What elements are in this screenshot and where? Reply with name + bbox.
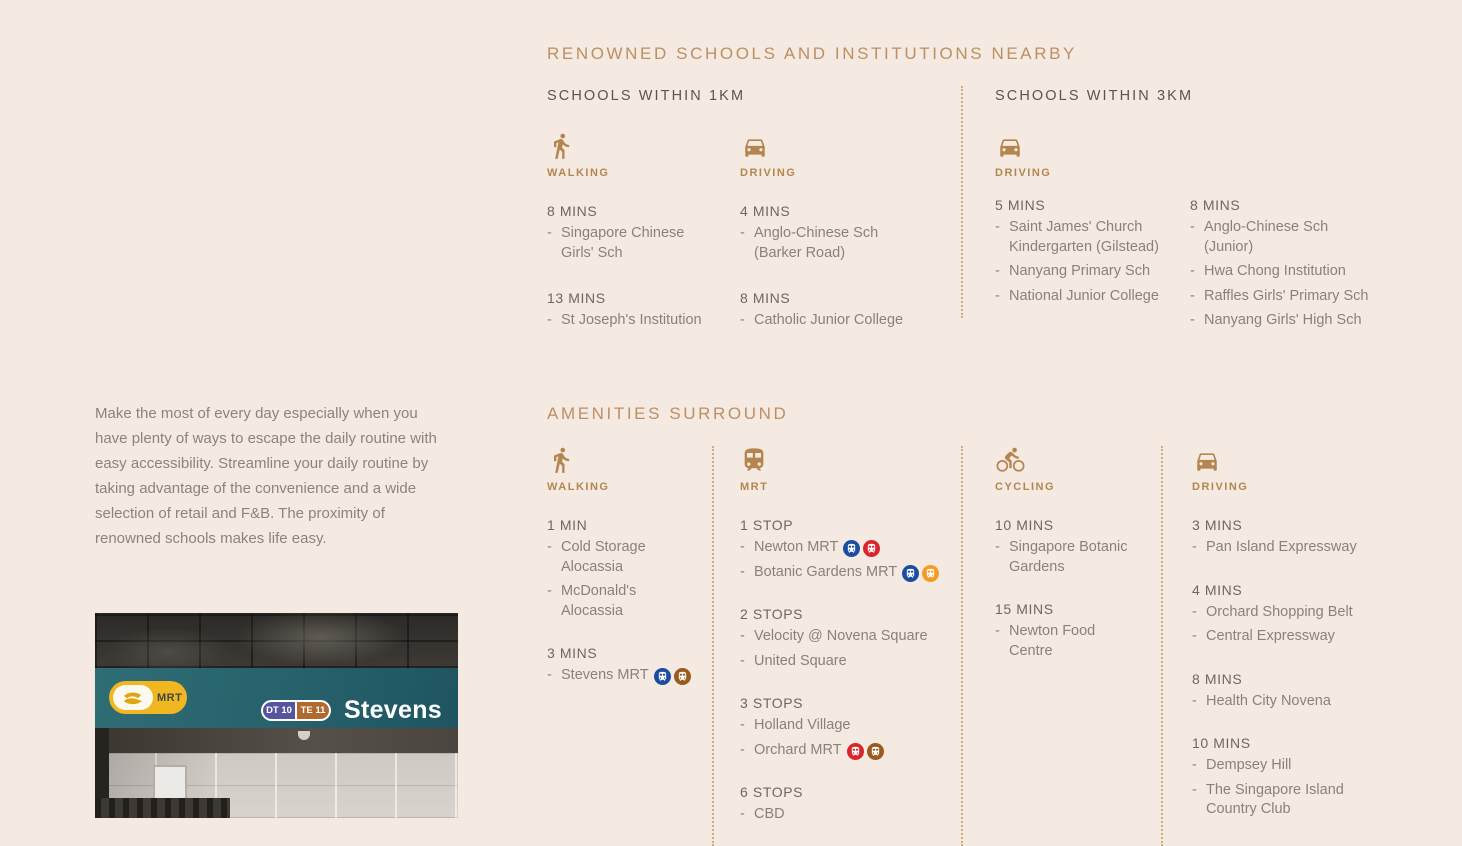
list-item — [1190, 287, 1372, 307]
photo-ceiling — [95, 613, 458, 668]
mrt-line-badges — [847, 742, 884, 762]
list-item — [1190, 262, 1372, 282]
place-name: Holland Village — [754, 717, 851, 733]
train-icon — [677, 671, 688, 682]
list-item — [740, 716, 952, 736]
line-chip-dt10: DT 10 — [263, 702, 295, 719]
mrt-line-badges — [843, 539, 880, 559]
mrt-line-badge-ns — [863, 540, 880, 557]
list-item — [547, 538, 695, 577]
travel-time: 6 STOPS — [740, 784, 804, 800]
travel-time: 15 MINS — [995, 601, 1054, 617]
list-item — [1190, 218, 1372, 257]
list-item — [740, 563, 952, 583]
list-item — [995, 262, 1185, 282]
list-bullet: - — [1192, 692, 1197, 709]
list-item — [995, 218, 1185, 257]
list-item — [1192, 692, 1372, 712]
time-group — [1192, 517, 1372, 558]
list-item — [1192, 538, 1372, 558]
mode-label: WALKING — [547, 481, 610, 493]
mode-label: DRIVING — [995, 167, 1052, 179]
list-item — [740, 652, 952, 672]
place-name: Singapore Chinese Girls' Sch — [561, 225, 685, 261]
list-bullet: - — [995, 263, 1000, 279]
mode-label: DRIVING — [1192, 481, 1249, 493]
list-bullet: - — [1192, 628, 1197, 644]
list-bullet: - — [547, 583, 552, 599]
list-item — [547, 224, 719, 263]
schools-1km-heading: SCHOOLS WITHIN 1KM — [547, 88, 746, 104]
amenities-divider-2 — [961, 446, 963, 846]
list-item — [740, 311, 916, 331]
car-icon — [995, 134, 1025, 160]
time-group — [740, 290, 916, 331]
amenities-cycling-column — [995, 444, 1129, 661]
schools-1km-driving-column — [740, 130, 916, 331]
place-name: Saint James' Church Kindergarten (Gilstead) — [1009, 219, 1159, 255]
time-group — [740, 517, 952, 582]
list-item — [995, 287, 1185, 307]
schools-divider — [961, 86, 963, 318]
list-bullet: - — [547, 667, 552, 683]
travel-time: 2 STOPS — [740, 606, 804, 622]
travel-time: 13 MINS — [547, 290, 606, 306]
place-name: Nanyang Primary Sch — [1009, 263, 1151, 279]
schools-3km-column-b — [1190, 197, 1372, 331]
list-bullet: - — [1192, 781, 1197, 798]
list-item — [1192, 781, 1372, 820]
mrt-line-badges — [902, 564, 939, 584]
photo-railing — [95, 798, 230, 818]
place-name: Anglo-Chinese Sch (Barker Road) — [754, 225, 879, 261]
place-name: United Square — [754, 652, 847, 669]
place-name: Hwa Chong Institution — [1204, 263, 1346, 279]
smrt-logo — [113, 685, 153, 710]
travel-time: 5 MINS — [995, 197, 1046, 213]
list-item — [547, 311, 719, 331]
list-bullet: - — [740, 225, 745, 241]
list-item — [740, 224, 916, 263]
station-line-codes — [261, 700, 331, 721]
amenities-section-title: AMENITIES SURROUND — [547, 404, 789, 423]
travel-time: 8 MINS — [1190, 197, 1241, 213]
list-bullet: - — [740, 628, 745, 644]
train-icon — [866, 543, 877, 554]
time-group — [547, 645, 695, 686]
time-group — [740, 784, 952, 825]
time-group — [995, 601, 1129, 661]
amenities-walking-column — [547, 444, 695, 686]
list-bullet: - — [547, 539, 552, 555]
place-name: Health City Novena — [1206, 692, 1331, 709]
place-name: Anglo-Chinese Sch (Junior) — [1204, 219, 1329, 255]
schools-3km-heading: SCHOOLS WITHIN 3KM — [995, 88, 1194, 104]
train-icon — [905, 568, 916, 579]
mode-label: DRIVING — [740, 167, 797, 179]
place-name: The Singapore Island Country Club — [1206, 781, 1344, 817]
list-bullet: - — [1190, 219, 1195, 235]
list-bullet: - — [1190, 263, 1195, 279]
list-bullet: - — [995, 539, 1000, 555]
mrt-line-badges — [654, 667, 691, 687]
intro-paragraph: Make the most of every day especially when you have plenty of ways to escape the daily routine with easy accessibility. Streamline your daily routine by taking advantage of the convenience and a wide selection of retail and F&B. The proximity of renowned schools makes life easy. — [95, 405, 437, 547]
place-name: Botanic Gardens MRT — [754, 563, 898, 580]
walking-icon — [547, 132, 575, 160]
travel-time: 3 MINS — [547, 645, 598, 661]
list-bullet: - — [740, 652, 745, 669]
place-name: Orchard MRT — [754, 741, 842, 758]
walking-icon — [547, 446, 575, 474]
list-item — [547, 666, 695, 686]
amenities-mrt-column — [740, 444, 952, 825]
travel-time: 1 STOP — [740, 517, 794, 533]
train-icon — [850, 746, 861, 757]
photo-soffit — [95, 728, 458, 753]
list-item — [547, 582, 695, 621]
list-item — [740, 805, 952, 825]
place-name: Nanyang Girls' High Sch — [1204, 312, 1362, 328]
list-bullet: - — [995, 219, 1000, 235]
place-name: Central Expressway — [1206, 628, 1335, 644]
place-name: CBD — [754, 806, 785, 822]
travel-time: 10 MINS — [995, 517, 1054, 533]
place-name: McDonald's Alocassia — [561, 583, 637, 619]
travel-time: 4 MINS — [740, 203, 791, 219]
car-icon — [740, 134, 770, 160]
list-bullet: - — [1190, 312, 1195, 328]
place-name: National Junior College — [1009, 287, 1159, 304]
mrt-line-badge-te — [867, 743, 884, 760]
list-bullet: - — [740, 563, 745, 580]
amenities-divider-1 — [712, 446, 714, 846]
bicycle-icon — [995, 446, 1026, 474]
list-item — [740, 538, 952, 558]
amenities-divider-3 — [1161, 446, 1163, 846]
stevens-mrt-station-photo — [95, 613, 458, 818]
travel-time: 3 STOPS — [740, 695, 804, 711]
travel-time: 8 MINS — [547, 203, 598, 219]
schools-3km-driving-mode — [995, 130, 1051, 179]
time-group — [547, 290, 719, 331]
place-name: Newton Food Centre — [1009, 623, 1096, 659]
place-name: Orchard Shopping Belt — [1206, 603, 1353, 620]
time-group — [740, 606, 952, 671]
time-group — [1192, 671, 1372, 712]
place-name: Raffles Girls' Primary Sch — [1204, 287, 1369, 304]
place-name: Dempsey Hill — [1206, 757, 1292, 773]
time-group — [1192, 735, 1372, 820]
schools-section-title: RENOWNED SCHOOLS AND INSTITUTIONS NEARBY — [547, 44, 1077, 63]
time-group — [1192, 582, 1372, 647]
place-name: Stevens MRT — [561, 667, 649, 683]
list-item — [995, 538, 1129, 577]
travel-time: 1 MIN — [547, 517, 588, 533]
car-icon — [1192, 448, 1222, 474]
list-item — [740, 627, 952, 647]
place-name: St Joseph's Institution — [561, 312, 702, 328]
time-group — [740, 203, 916, 263]
travel-time: 4 MINS — [1192, 581, 1243, 598]
list-bullet: - — [740, 312, 745, 328]
place-name: Velocity @ Novena Square — [754, 628, 928, 644]
mrt-sign-label: MRT — [157, 691, 183, 704]
mrt-line-badge-te — [674, 668, 691, 685]
mode-label: MRT — [740, 481, 769, 493]
place-name: Cold Storage Alocassia — [561, 539, 646, 575]
list-item — [1192, 756, 1372, 776]
place-name: Singapore Botanic Gardens — [1009, 539, 1128, 575]
mrt-line-badge-dt — [902, 565, 919, 582]
list-bullet: - — [740, 741, 745, 758]
place-name: Catholic Junior College — [754, 312, 904, 328]
place-name: Pan Island Expressway — [1206, 539, 1357, 555]
mode-label: CYCLING — [995, 481, 1055, 493]
schools-1km-walking-column — [547, 130, 719, 331]
train-icon — [846, 543, 857, 554]
train-icon — [925, 568, 936, 579]
travel-time: 10 MINS — [1192, 735, 1251, 751]
line-chip-te11: TE 11 — [297, 702, 329, 719]
smrt-wave-icon — [121, 690, 145, 706]
list-bullet: - — [740, 539, 745, 555]
list-bullet: - — [1190, 287, 1195, 304]
list-item — [1190, 311, 1372, 331]
list-bullet: - — [1192, 603, 1197, 620]
amenities-driving-column — [1192, 444, 1372, 820]
list-bullet: - — [995, 623, 1000, 639]
schools-3km-column-a — [995, 197, 1185, 306]
time-group — [995, 517, 1129, 577]
list-bullet: - — [547, 312, 552, 328]
mrt-line-badge-cc — [922, 565, 939, 582]
list-item — [1192, 603, 1372, 623]
mrt-line-badge-ns — [847, 743, 864, 760]
list-bullet: - — [547, 225, 552, 241]
station-name: Stevens — [344, 696, 442, 724]
train-icon — [740, 446, 768, 474]
list-bullet: - — [740, 717, 745, 733]
mrt-line-badge-dt — [843, 540, 860, 557]
list-item — [995, 622, 1129, 661]
train-icon — [657, 671, 668, 682]
travel-time: 8 MINS — [1192, 670, 1243, 687]
time-group — [740, 695, 952, 760]
place-name: Newton MRT — [754, 539, 839, 555]
list-item — [1192, 627, 1372, 647]
smrt-logo-pill — [109, 681, 187, 714]
travel-time: 3 MINS — [1192, 517, 1243, 533]
travel-time: 8 MINS — [740, 290, 791, 306]
list-bullet: - — [740, 806, 745, 822]
time-group — [547, 203, 719, 263]
list-bullet: - — [995, 287, 1000, 304]
list-bullet: - — [1192, 757, 1197, 773]
list-bullet: - — [1192, 539, 1197, 555]
train-icon — [870, 746, 881, 757]
mode-label: WALKING — [547, 167, 610, 179]
mrt-line-badge-dt — [654, 668, 671, 685]
list-item — [740, 741, 952, 761]
time-group — [547, 517, 695, 621]
